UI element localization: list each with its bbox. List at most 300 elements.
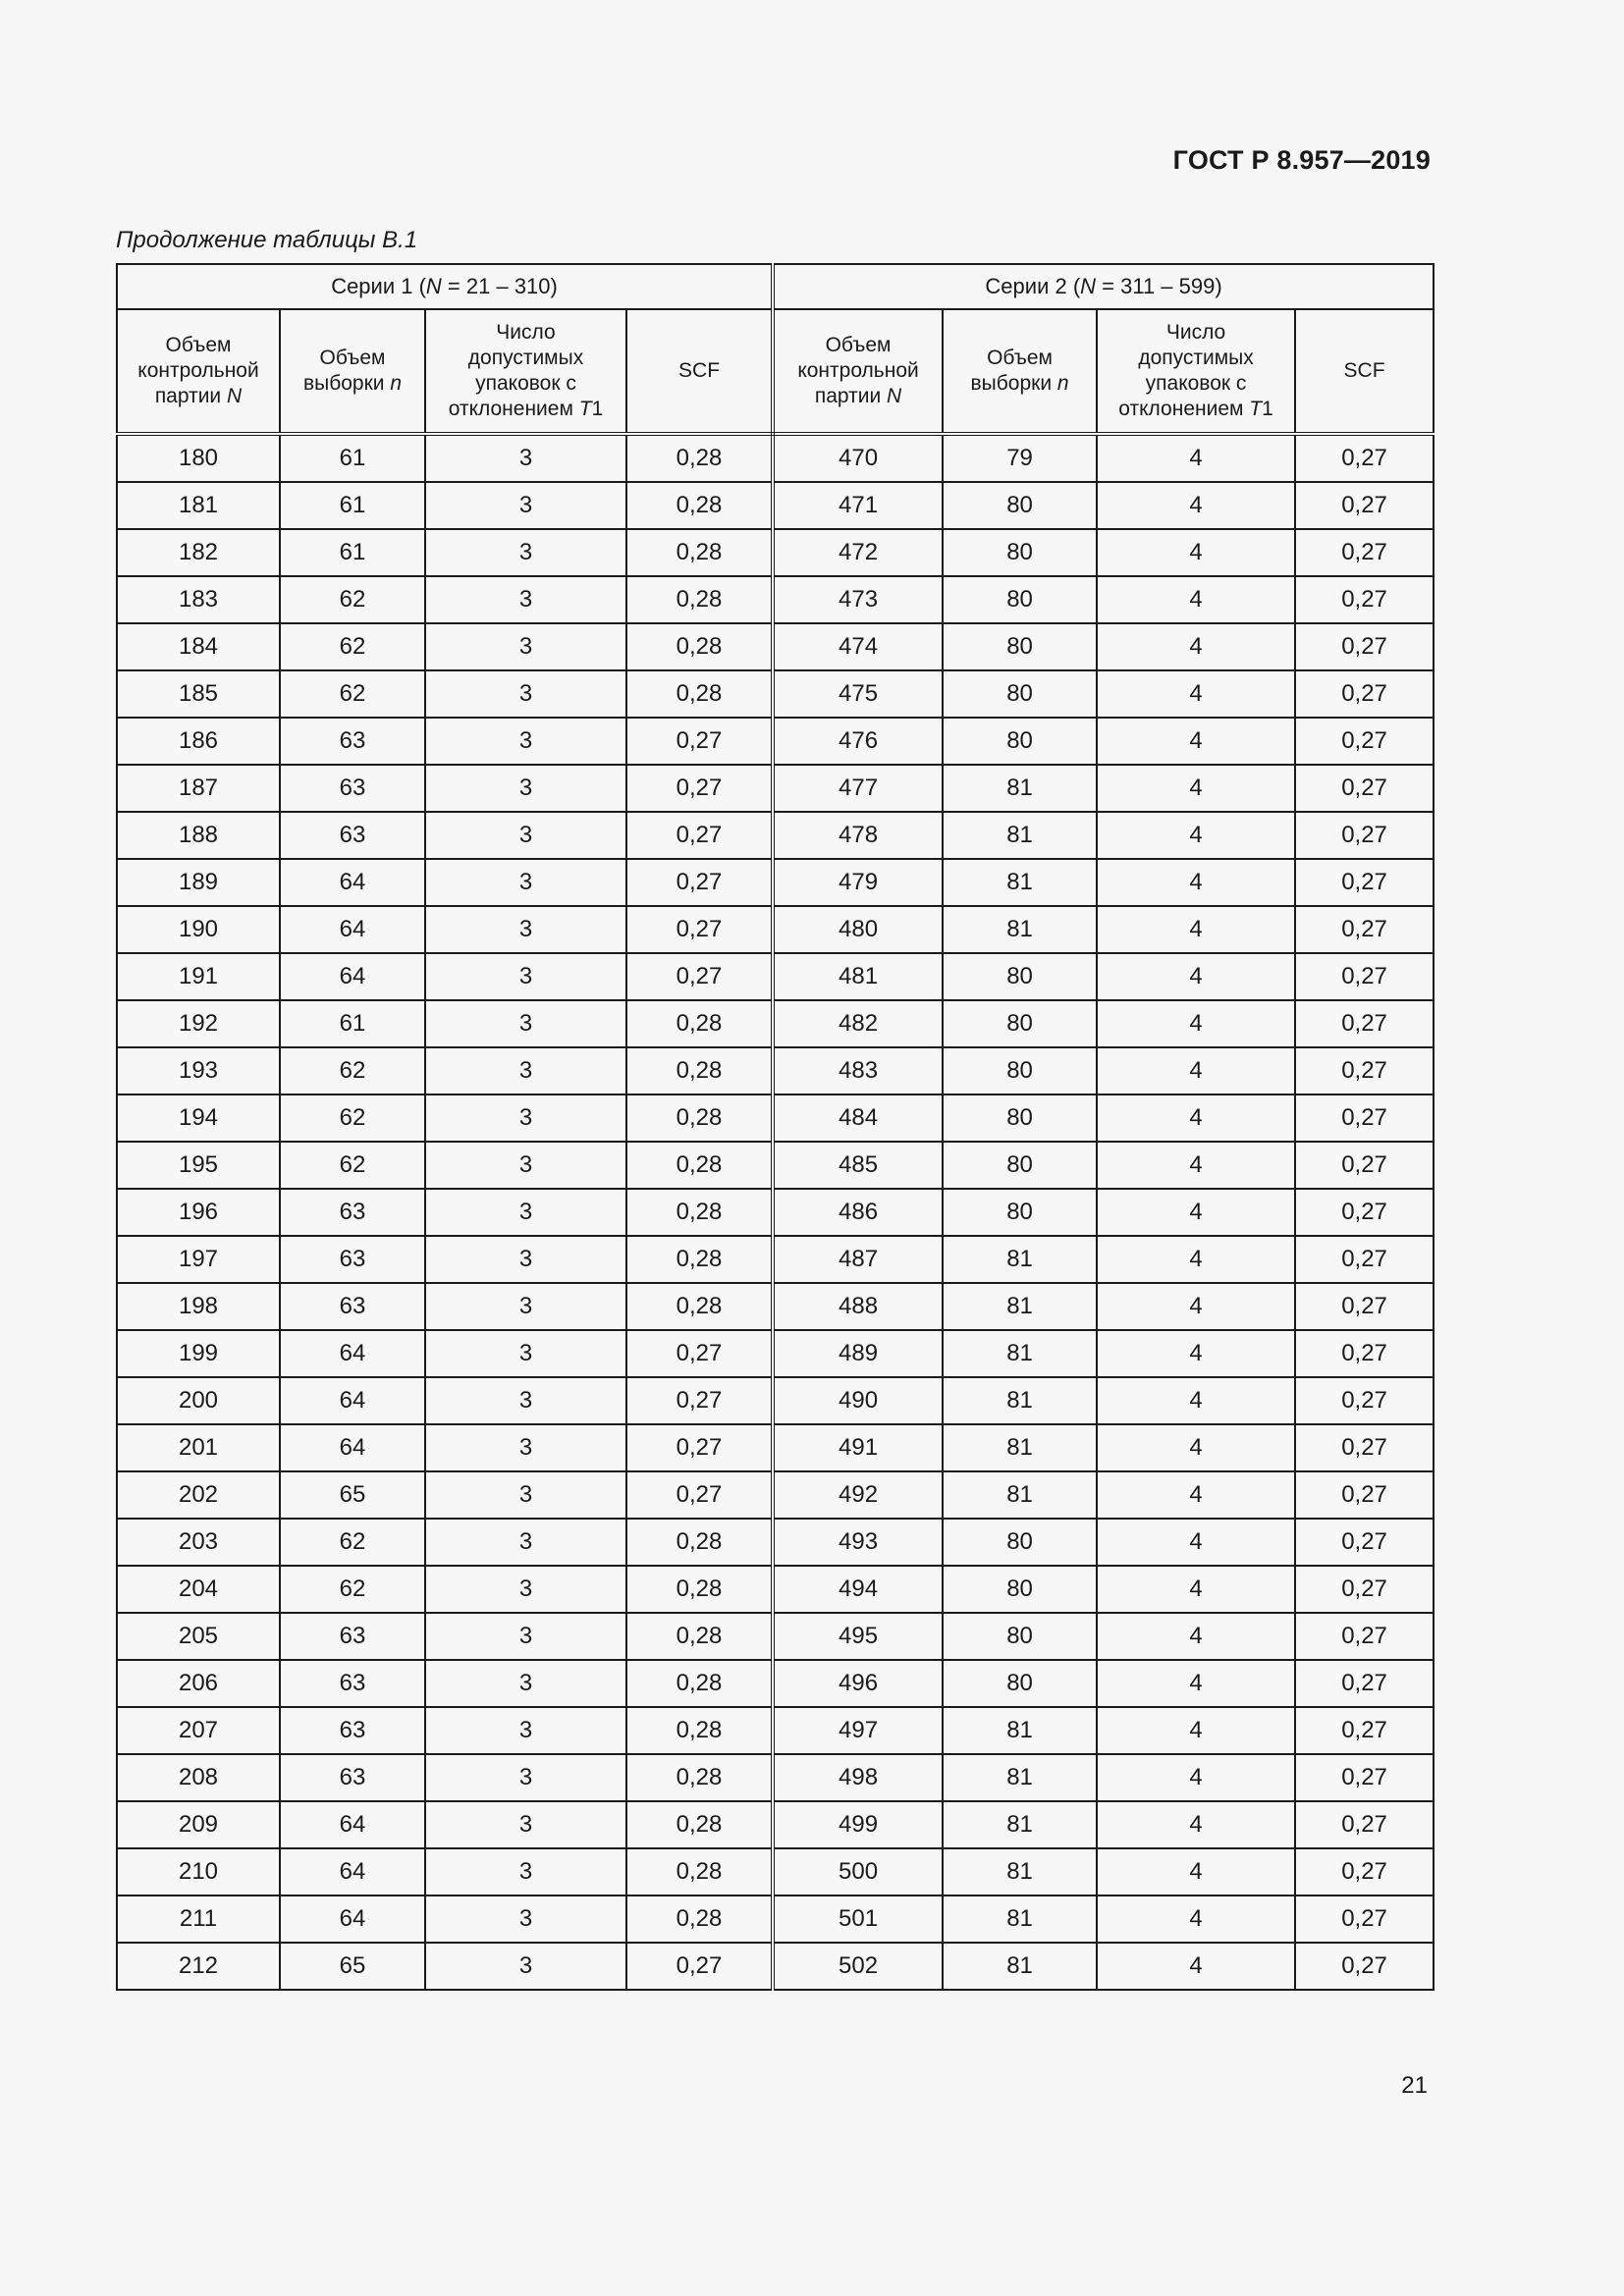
lot-size-cell: 199	[117, 1330, 280, 1377]
scf-header: SCF	[626, 309, 773, 434]
scf-cell: 0,27	[1295, 1424, 1434, 1471]
sample-size-cell: 80	[943, 953, 1097, 1000]
allowed-count-cell: 4	[1097, 1519, 1295, 1566]
lot-size-cell: 185	[117, 670, 280, 718]
sample-size-cell: 63	[280, 1236, 425, 1283]
sample-size-cell: 62	[280, 1047, 425, 1095]
allowed-count-cell: 4	[1097, 1000, 1295, 1047]
sample-size-cell: 65	[280, 1943, 425, 1990]
allowed-count-cell: 4	[1097, 1236, 1295, 1283]
scf-cell: 0,27	[1295, 1613, 1434, 1660]
sample-size-cell: 61	[280, 529, 425, 576]
sample-size-cell: 80	[943, 576, 1097, 623]
table-row	[117, 1095, 1434, 1142]
sample-size-cell: 80	[943, 529, 1097, 576]
sample-size-cell: 80	[943, 670, 1097, 718]
lot-size-cell: 202	[117, 1471, 280, 1519]
allowed-count-cell: 4	[1097, 1095, 1295, 1142]
scf-cell: 0,27	[626, 718, 773, 765]
scf-cell: 0,27	[1295, 482, 1434, 529]
scf-cell: 0,27	[1295, 906, 1434, 953]
allowed-count-cell: 4	[1097, 812, 1295, 859]
scf-cell: 0,27	[1295, 1095, 1434, 1142]
sample-size-cell: 61	[280, 434, 425, 482]
scf-cell: 0,27	[1295, 670, 1434, 718]
lot-size-cell: 475	[773, 670, 943, 718]
allowed-count-cell: 3	[425, 623, 626, 670]
allowed-count-cell: 3	[425, 1000, 626, 1047]
allowed-count-cell: 4	[1097, 1943, 1295, 1990]
table-row	[117, 953, 1434, 1000]
sample-size-cell: 80	[943, 1000, 1097, 1047]
allowed-count-cell: 3	[425, 953, 626, 1000]
allowed-count-cell: 3	[425, 1330, 626, 1377]
scf-header: SCF	[1295, 309, 1434, 434]
scf-cell: 0,27	[1295, 1377, 1434, 1424]
lot-size-cell: 186	[117, 718, 280, 765]
scf-cell: 0,28	[626, 1896, 773, 1943]
table-row	[117, 1330, 1434, 1377]
sample-size-cell: 62	[280, 576, 425, 623]
allowed-count-cell: 3	[425, 1754, 626, 1801]
scf-cell: 0,27	[1295, 1801, 1434, 1848]
lot-size-cell: 201	[117, 1424, 280, 1471]
document-standard-header: ГОСТ Р 8.957—2019	[1172, 145, 1431, 175]
allowed-count-cell: 4	[1097, 1330, 1295, 1377]
sample-size-cell: 80	[943, 482, 1097, 529]
sample-size-cell: 80	[943, 1660, 1097, 1707]
allowed-count-cell: 3	[425, 529, 626, 576]
sample-size-cell: 62	[280, 623, 425, 670]
lot-size-cell: 180	[117, 434, 280, 482]
allowed-count-cell: 4	[1097, 1896, 1295, 1943]
lot-size-cell: 492	[773, 1471, 943, 1519]
sample-size-cell: 81	[943, 812, 1097, 859]
allowed-count-cell: 4	[1097, 1660, 1295, 1707]
allowed-count-cell: 3	[425, 1848, 626, 1896]
lot-size-cell: 471	[773, 482, 943, 529]
scf-cell: 0,28	[626, 1519, 773, 1566]
table-row	[117, 1000, 1434, 1047]
scf-cell: 0,28	[626, 1613, 773, 1660]
lot-size-cell: 208	[117, 1754, 280, 1801]
lot-size-cell: 499	[773, 1801, 943, 1848]
allowed-count-cell: 4	[1097, 1471, 1295, 1519]
scf-cell: 0,27	[626, 859, 773, 906]
allowed-count-cell: 3	[425, 670, 626, 718]
lot-size-cell: 487	[773, 1236, 943, 1283]
scf-cell: 0,27	[1295, 1707, 1434, 1754]
sample-size-cell: 65	[280, 1471, 425, 1519]
table-row	[117, 718, 1434, 765]
scf-cell: 0,28	[626, 1236, 773, 1283]
sample-size-cell: 81	[943, 859, 1097, 906]
table-row	[117, 623, 1434, 670]
allowed-count-cell: 4	[1097, 670, 1295, 718]
lot-size-cell: 182	[117, 529, 280, 576]
scf-cell: 0,28	[626, 670, 773, 718]
allowed-count-cell: 4	[1097, 576, 1295, 623]
scf-cell: 0,28	[626, 1000, 773, 1047]
sample-size-cell: 63	[280, 1660, 425, 1707]
scf-cell: 0,28	[626, 1189, 773, 1236]
lot-size-cell: 209	[117, 1801, 280, 1848]
sample-size-header: Объем выборки n	[280, 309, 425, 434]
scf-cell: 0,27	[1295, 1896, 1434, 1943]
sample-size-cell: 62	[280, 1566, 425, 1613]
scf-cell: 0,27	[1295, 1471, 1434, 1519]
allowed-count-cell: 4	[1097, 482, 1295, 529]
sample-size-cell: 64	[280, 859, 425, 906]
scf-cell: 0,28	[626, 1848, 773, 1896]
sample-size-cell: 63	[280, 1613, 425, 1660]
sample-size-cell: 80	[943, 1189, 1097, 1236]
lot-size-cell: 184	[117, 623, 280, 670]
scf-cell: 0,27	[1295, 529, 1434, 576]
lot-size-cell: 210	[117, 1848, 280, 1896]
sample-size-cell: 63	[280, 1707, 425, 1754]
allowed-count-cell: 4	[1097, 859, 1295, 906]
scf-cell: 0,27	[1295, 1330, 1434, 1377]
allowed-count-cell: 4	[1097, 1566, 1295, 1613]
sample-size-cell: 81	[943, 1707, 1097, 1754]
scf-cell: 0,27	[1295, 718, 1434, 765]
lot-size-cell: 472	[773, 529, 943, 576]
allowed-count-cell: 3	[425, 718, 626, 765]
allowed-packages-header: Число допустимых упаковок с отклонением T1	[1097, 309, 1295, 434]
lot-size-cell: 207	[117, 1707, 280, 1754]
allowed-count-cell: 3	[425, 1896, 626, 1943]
allowed-count-cell: 4	[1097, 1424, 1295, 1471]
lot-size-cell: 485	[773, 1142, 943, 1189]
allowed-count-cell: 4	[1097, 1754, 1295, 1801]
scf-cell: 0,27	[1295, 1943, 1434, 1990]
scf-cell: 0,28	[626, 1095, 773, 1142]
allowed-count-cell: 3	[425, 1095, 626, 1142]
lot-size-cell: 205	[117, 1613, 280, 1660]
scf-cell: 0,28	[626, 1566, 773, 1613]
scf-cell: 0,27	[626, 1471, 773, 1519]
scf-cell: 0,28	[626, 1142, 773, 1189]
table-row	[117, 906, 1434, 953]
allowed-count-cell: 4	[1097, 623, 1295, 670]
sample-size-cell: 62	[280, 1095, 425, 1142]
lot-size-cell: 495	[773, 1613, 943, 1660]
scf-cell: 0,27	[1295, 1047, 1434, 1095]
table-row	[117, 1943, 1434, 1990]
sample-size-cell: 80	[943, 1566, 1097, 1613]
lot-size-header: Объем контрольной партии N	[117, 309, 280, 434]
sample-size-cell: 63	[280, 1283, 425, 1330]
lot-size-cell: 181	[117, 482, 280, 529]
scf-cell: 0,27	[1295, 1189, 1434, 1236]
sample-size-cell: 61	[280, 1000, 425, 1047]
sample-size-cell: 81	[943, 765, 1097, 812]
table-row	[117, 1754, 1434, 1801]
lot-size-cell: 206	[117, 1660, 280, 1707]
table-row	[117, 482, 1434, 529]
allowed-count-cell: 4	[1097, 1047, 1295, 1095]
allowed-count-cell: 3	[425, 1047, 626, 1095]
lot-size-cell: 493	[773, 1519, 943, 1566]
sample-size-cell: 64	[280, 1424, 425, 1471]
lot-size-cell: 192	[117, 1000, 280, 1047]
scf-cell: 0,27	[1295, 1000, 1434, 1047]
allowed-count-cell: 3	[425, 1142, 626, 1189]
allowed-count-cell: 4	[1097, 765, 1295, 812]
scf-cell: 0,27	[1295, 576, 1434, 623]
table-row	[117, 1424, 1434, 1471]
lot-size-cell: 474	[773, 623, 943, 670]
scf-cell: 0,27	[626, 1377, 773, 1424]
allowed-count-cell: 4	[1097, 1801, 1295, 1848]
lot-size-cell: 490	[773, 1377, 943, 1424]
table-row	[117, 434, 1434, 482]
allowed-count-cell: 4	[1097, 1283, 1295, 1330]
scf-cell: 0,28	[626, 1660, 773, 1707]
sample-size-cell: 81	[943, 1283, 1097, 1330]
sample-size-cell: 81	[943, 1896, 1097, 1943]
lot-size-cell: 496	[773, 1660, 943, 1707]
lot-size-cell: 191	[117, 953, 280, 1000]
sample-size-cell: 63	[280, 718, 425, 765]
lot-size-cell: 196	[117, 1189, 280, 1236]
sample-size-cell: 64	[280, 1896, 425, 1943]
allowed-count-cell: 3	[425, 1236, 626, 1283]
lot-size-cell: 189	[117, 859, 280, 906]
lot-size-cell: 195	[117, 1142, 280, 1189]
table-row	[117, 1801, 1434, 1848]
table-row	[117, 1377, 1434, 1424]
allowed-count-cell: 3	[425, 1283, 626, 1330]
lot-size-cell: 477	[773, 765, 943, 812]
allowed-count-cell: 3	[425, 1189, 626, 1236]
sample-size-cell: 81	[943, 1424, 1097, 1471]
sample-size-cell: 62	[280, 1519, 425, 1566]
lot-size-cell: 204	[117, 1566, 280, 1613]
sample-size-cell: 62	[280, 1142, 425, 1189]
sample-size-cell: 64	[280, 953, 425, 1000]
lot-size-cell: 473	[773, 576, 943, 623]
table-row	[117, 1896, 1434, 1943]
scf-cell: 0,28	[626, 434, 773, 482]
lot-size-cell: 480	[773, 906, 943, 953]
allowed-count-cell: 4	[1097, 953, 1295, 1000]
scf-cell: 0,28	[626, 576, 773, 623]
sample-size-cell: 80	[943, 1142, 1097, 1189]
allowed-count-cell: 3	[425, 1943, 626, 1990]
sample-size-cell: 81	[943, 1330, 1097, 1377]
lot-size-cell: 484	[773, 1095, 943, 1142]
lot-size-cell: 194	[117, 1095, 280, 1142]
sample-size-cell: 81	[943, 1471, 1097, 1519]
table-caption: Продолжение таблицы В.1	[116, 227, 418, 253]
lot-size-cell: 183	[117, 576, 280, 623]
allowed-count-cell: 3	[425, 906, 626, 953]
allowed-count-cell: 3	[425, 1471, 626, 1519]
allowed-count-cell: 3	[425, 1660, 626, 1707]
table-row	[117, 1519, 1434, 1566]
table-row	[117, 1236, 1434, 1283]
allowed-count-cell: 3	[425, 1566, 626, 1613]
allowed-count-cell: 4	[1097, 1377, 1295, 1424]
lot-size-cell: 188	[117, 812, 280, 859]
sample-size-cell: 80	[943, 1519, 1097, 1566]
scf-cell: 0,28	[626, 482, 773, 529]
table-row	[117, 1613, 1434, 1660]
sample-size-cell: 81	[943, 1801, 1097, 1848]
lot-size-cell: 211	[117, 1896, 280, 1943]
sample-size-cell: 63	[280, 765, 425, 812]
scf-cell: 0,27	[626, 1943, 773, 1990]
sample-size-cell: 81	[943, 1754, 1097, 1801]
allowed-count-cell: 3	[425, 1613, 626, 1660]
lot-size-cell: 187	[117, 765, 280, 812]
scf-cell: 0,27	[626, 906, 773, 953]
sample-size-cell: 81	[943, 906, 1097, 953]
lot-size-cell: 200	[117, 1377, 280, 1424]
table-row	[117, 859, 1434, 906]
scf-cell: 0,27	[626, 1424, 773, 1471]
lot-size-cell: 479	[773, 859, 943, 906]
allowed-count-cell: 3	[425, 812, 626, 859]
scf-cell: 0,28	[626, 1754, 773, 1801]
sample-size-cell: 79	[943, 434, 1097, 482]
sample-size-cell: 63	[280, 1189, 425, 1236]
allowed-count-cell: 4	[1097, 529, 1295, 576]
lot-size-header: Объем контрольной партии N	[773, 309, 943, 434]
lot-size-cell: 481	[773, 953, 943, 1000]
scf-cell: 0,27	[1295, 1754, 1434, 1801]
scf-cell: 0,27	[1295, 859, 1434, 906]
sample-size-cell: 81	[943, 1377, 1097, 1424]
lot-size-cell: 489	[773, 1330, 943, 1377]
scf-cell: 0,27	[1295, 1236, 1434, 1283]
table-row	[117, 529, 1434, 576]
allowed-count-cell: 4	[1097, 718, 1295, 765]
sample-size-cell: 64	[280, 1801, 425, 1848]
lot-size-cell: 491	[773, 1424, 943, 1471]
allowed-count-cell: 3	[425, 1424, 626, 1471]
series-1-header: Серии 1 (N = 21 – 310)	[117, 264, 773, 309]
page-number: 21	[1401, 2072, 1428, 2099]
table-row	[117, 1848, 1434, 1896]
lot-size-cell: 486	[773, 1189, 943, 1236]
lot-size-cell: 203	[117, 1519, 280, 1566]
lot-size-cell: 483	[773, 1047, 943, 1095]
allowed-count-cell: 3	[425, 765, 626, 812]
allowed-count-cell: 4	[1097, 1707, 1295, 1754]
allowed-count-cell: 4	[1097, 1189, 1295, 1236]
allowed-count-cell: 3	[425, 434, 626, 482]
sample-size-cell: 63	[280, 812, 425, 859]
sample-size-cell: 64	[280, 1848, 425, 1896]
allowed-count-cell: 4	[1097, 1142, 1295, 1189]
sample-size-cell: 64	[280, 1330, 425, 1377]
table-body	[117, 434, 1434, 1990]
sample-size-cell: 61	[280, 482, 425, 529]
table-row	[117, 1047, 1434, 1095]
lot-size-cell: 482	[773, 1000, 943, 1047]
scf-cell: 0,27	[1295, 1142, 1434, 1189]
scf-cell: 0,28	[626, 1283, 773, 1330]
allowed-count-cell: 4	[1097, 906, 1295, 953]
allowed-count-cell: 4	[1097, 434, 1295, 482]
sample-size-cell: 63	[280, 1754, 425, 1801]
allowed-count-cell: 3	[425, 859, 626, 906]
allowed-count-cell: 3	[425, 1377, 626, 1424]
table-row	[117, 1707, 1434, 1754]
allowed-packages-header: Число допустимых упаковок с отклонением T1	[425, 309, 626, 434]
allowed-count-cell: 3	[425, 482, 626, 529]
lot-size-cell: 497	[773, 1707, 943, 1754]
scf-cell: 0,27	[626, 812, 773, 859]
scf-cell: 0,27	[1295, 953, 1434, 1000]
lot-size-cell: 502	[773, 1943, 943, 1990]
scf-cell: 0,27	[1295, 1848, 1434, 1896]
lot-size-cell: 212	[117, 1943, 280, 1990]
sample-size-cell: 80	[943, 718, 1097, 765]
scf-cell: 0,28	[626, 1047, 773, 1095]
sample-size-cell: 80	[943, 1095, 1097, 1142]
table-row	[117, 576, 1434, 623]
scf-cell: 0,27	[1295, 1660, 1434, 1707]
table-row	[117, 765, 1434, 812]
scf-cell: 0,27	[1295, 765, 1434, 812]
scf-cell: 0,27	[1295, 623, 1434, 670]
lot-size-cell: 500	[773, 1848, 943, 1896]
sample-size-cell: 64	[280, 1377, 425, 1424]
lot-size-cell: 198	[117, 1283, 280, 1330]
table-row	[117, 1142, 1434, 1189]
lot-size-cell: 488	[773, 1283, 943, 1330]
lot-size-cell: 494	[773, 1566, 943, 1613]
scf-cell: 0,27	[626, 765, 773, 812]
scf-cell: 0,27	[1295, 1283, 1434, 1330]
table-row	[117, 1660, 1434, 1707]
lot-size-cell: 476	[773, 718, 943, 765]
table-row	[117, 1471, 1434, 1519]
scf-cell: 0,27	[1295, 434, 1434, 482]
lot-size-cell: 501	[773, 1896, 943, 1943]
allowed-count-cell: 3	[425, 576, 626, 623]
scf-cell: 0,28	[626, 623, 773, 670]
lot-size-cell: 498	[773, 1754, 943, 1801]
scf-cell: 0,28	[626, 1707, 773, 1754]
sample-size-cell: 62	[280, 670, 425, 718]
table-row	[117, 1566, 1434, 1613]
allowed-count-cell: 3	[425, 1519, 626, 1566]
lot-size-cell: 470	[773, 434, 943, 482]
sample-size-cell: 81	[943, 1236, 1097, 1283]
scf-cell: 0,28	[626, 1801, 773, 1848]
lot-size-cell: 193	[117, 1047, 280, 1095]
scf-cell: 0,27	[1295, 1566, 1434, 1613]
lot-size-cell: 197	[117, 1236, 280, 1283]
table-row	[117, 1189, 1434, 1236]
lot-size-cell: 478	[773, 812, 943, 859]
allowed-count-cell: 4	[1097, 1613, 1295, 1660]
allowed-count-cell: 3	[425, 1707, 626, 1754]
data-table	[116, 263, 1435, 1991]
allowed-count-cell: 4	[1097, 1848, 1295, 1896]
scf-cell: 0,28	[626, 529, 773, 576]
sample-size-cell: 80	[943, 623, 1097, 670]
table-row	[117, 670, 1434, 718]
sample-size-cell: 81	[943, 1848, 1097, 1896]
scf-cell: 0,27	[1295, 1519, 1434, 1566]
sample-size-header: Объем выборки n	[943, 309, 1097, 434]
